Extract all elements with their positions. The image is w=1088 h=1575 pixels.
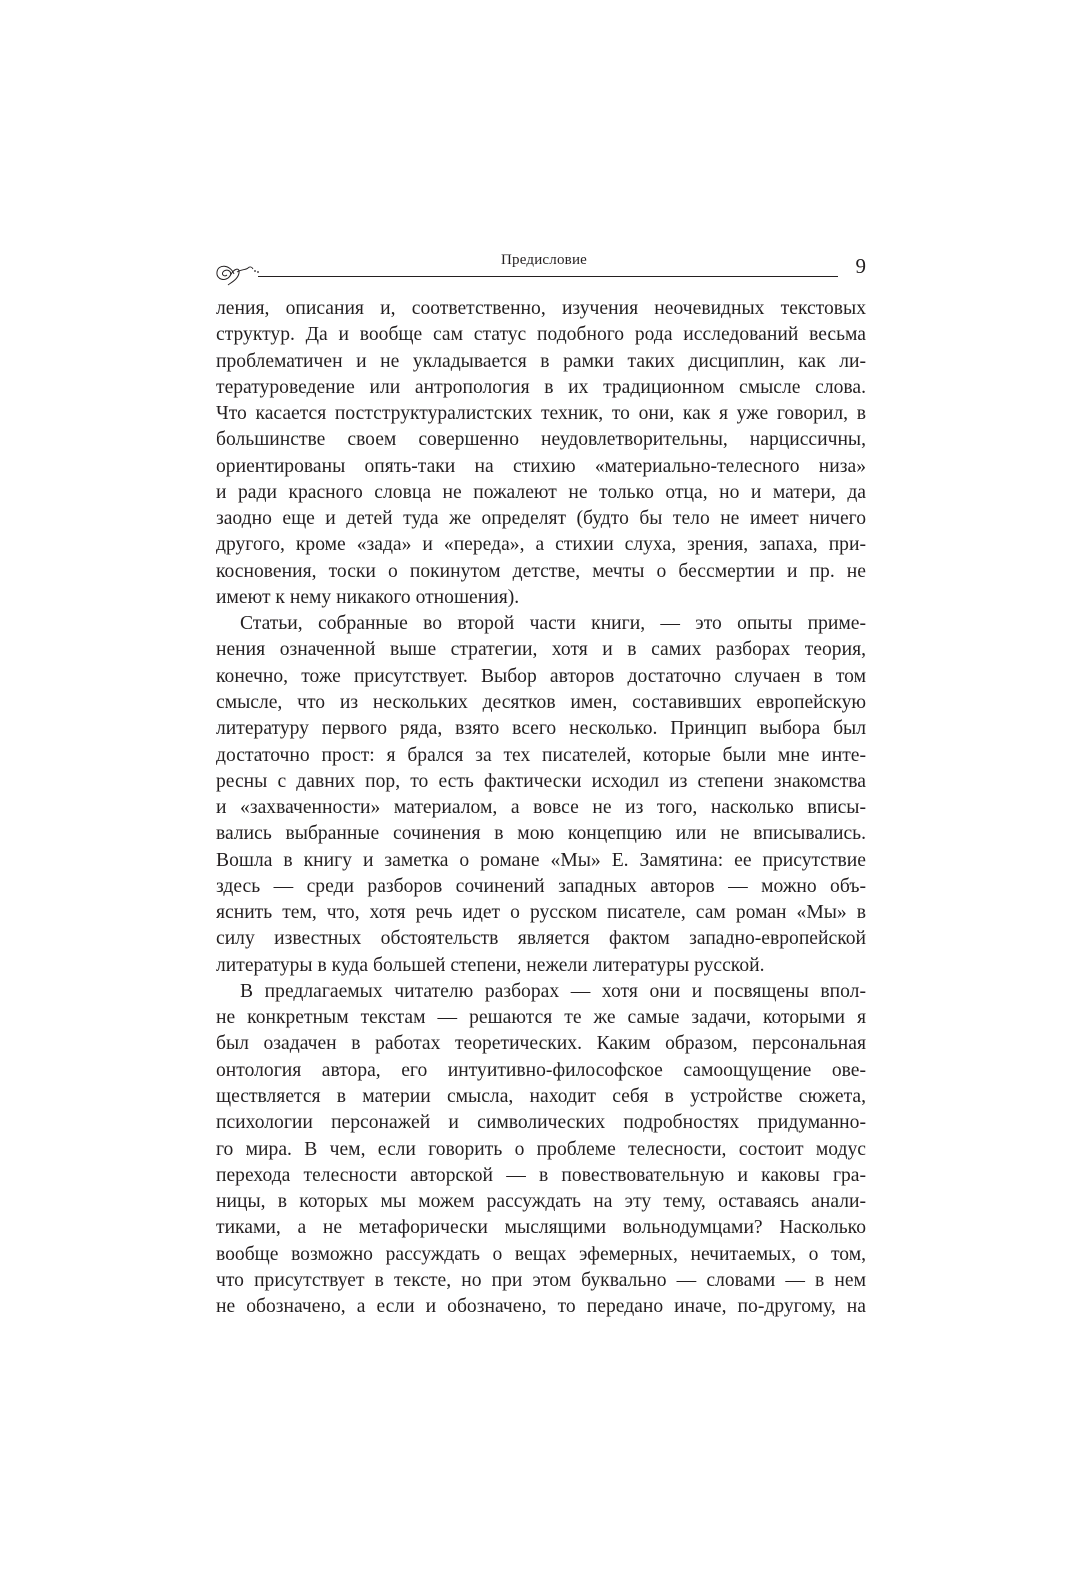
- body-text: [216, 296, 866, 1320]
- text-line: ществляется в материи смысла, находит себя в устройстве сюжета,: [216, 1085, 866, 1107]
- header-rule: [258, 276, 838, 277]
- running-title: Предисловие: [500, 252, 588, 268]
- text-line: смысле, что из нескольких десятков имен, составивших европейскую: [216, 691, 866, 713]
- text-line: онтология автора, его интуитивно-философское самоощущение ове-: [216, 1059, 866, 1081]
- text-line: был озадачен в работах теоретических. Каким образом, персональная: [216, 1033, 866, 1055]
- text-line: не обозначено, а если и обозначено, то передано иначе, по-другому, на: [216, 1296, 866, 1318]
- running-header: [214, 250, 866, 290]
- text-line: что присутствует в тексте, но при этом буквально — словами — в нем: [216, 1269, 866, 1291]
- text-line: тературоведение или антропология в их традиционном смысле слова.: [216, 376, 866, 398]
- text-line: В предлагаемых читателю разборах — хотя они и посвящены впол-: [240, 980, 866, 1002]
- flourish-ornament-icon: [214, 258, 260, 286]
- text-line: большинстве своем совершенно неудовлетворительны, нарциссичны,: [216, 429, 866, 451]
- text-line: не конкретным текстам — решаются те же самые задачи, которыми я: [216, 1007, 866, 1029]
- text-line: литературу первого ряда, взято всего несколько. Принцип выбора был: [216, 718, 866, 740]
- page-number: 9: [855, 254, 866, 278]
- text-line: ницы, в которых мы можем рассуждать на эту тему, оставаясь анали-: [216, 1191, 866, 1213]
- text-line: вались выбранные сочинения в мою концепцию или не вписывались.: [216, 823, 866, 845]
- text-line: ориентированы опять-таки на стихию «материально-телесного низа»: [216, 455, 866, 477]
- text-line: и ради красного словца не пожалеют не только отца, но и матери, да: [216, 481, 866, 503]
- text-line: конечно, тоже присутствует. Выбор авторов достаточно случаен в том: [216, 665, 866, 687]
- text-line: ления, описания и, соответственно, изучения неочевидных текстовых: [216, 298, 866, 319]
- text-line: яснить тем, что, хотя речь идет о русском писателе, сам роман «Мы» в: [216, 902, 866, 924]
- text-line: достаточно прост: я брался за тех писателей, которые были мне инте-: [216, 744, 866, 766]
- text-line: другого, кроме «зада» и «переда», а стихии слуха, зрения, запаха, при-: [216, 534, 866, 556]
- text-line: заодно еще и детей туда же определят (будто бы тело не имеет ничего: [216, 508, 866, 530]
- text-line: и «захваченности» материалом, а вовсе не из того, насколько вписы-: [216, 797, 866, 819]
- text-line: силу известных обстоятельств является фактом западно-европейской: [216, 928, 866, 950]
- text-line: косновения, тоски о покинутом детстве, мечты о бессмертии и пр. не: [216, 560, 866, 582]
- text-line: Вошла в книгу и заметка о романе «Мы» Е. Замятина: ее присутствие: [216, 849, 866, 871]
- text-line: Что касается постструктуралистских техник, то они, как я уже говорил, в: [216, 403, 866, 425]
- text-line: нения означенной выше стратегии, хотя и в самих разборах теория,: [216, 639, 866, 661]
- text-line: литературы в куда большей степени, нежели литературы русской.: [216, 954, 765, 976]
- text-line: перехода телесности авторской — в повествовательную и каковы гра-: [216, 1164, 866, 1186]
- text-line: здесь — среди разборов сочинений западных авторов — можно объ-: [216, 875, 866, 897]
- text-line: го мира. В чем, если говорить о проблеме телесности, состоит модус: [216, 1138, 866, 1160]
- text-line: Статьи, собранные во второй части книги, — это опыты приме-: [240, 613, 866, 635]
- text-line: ресны с давних пор, то есть фактически исходил из степени знакомства: [216, 770, 866, 792]
- text-line: тиками, а не метафорически мыслящими вольнодумцами? Насколько: [216, 1217, 866, 1239]
- text-line: проблематичен и не укладывается в рамки таких дисциплин, как ли-: [216, 350, 866, 372]
- text-line: имеют к нему никакого отношения).: [216, 586, 520, 608]
- text-line: психологии персонажей и символических подробностях придуманно-: [216, 1112, 866, 1134]
- text-line: структур. Да и вообще сам статус подобного рода исследований весьма: [216, 324, 866, 346]
- text-line: вообще возможно рассуждать о вещах эфемерных, нечитаемых, о том,: [216, 1243, 866, 1265]
